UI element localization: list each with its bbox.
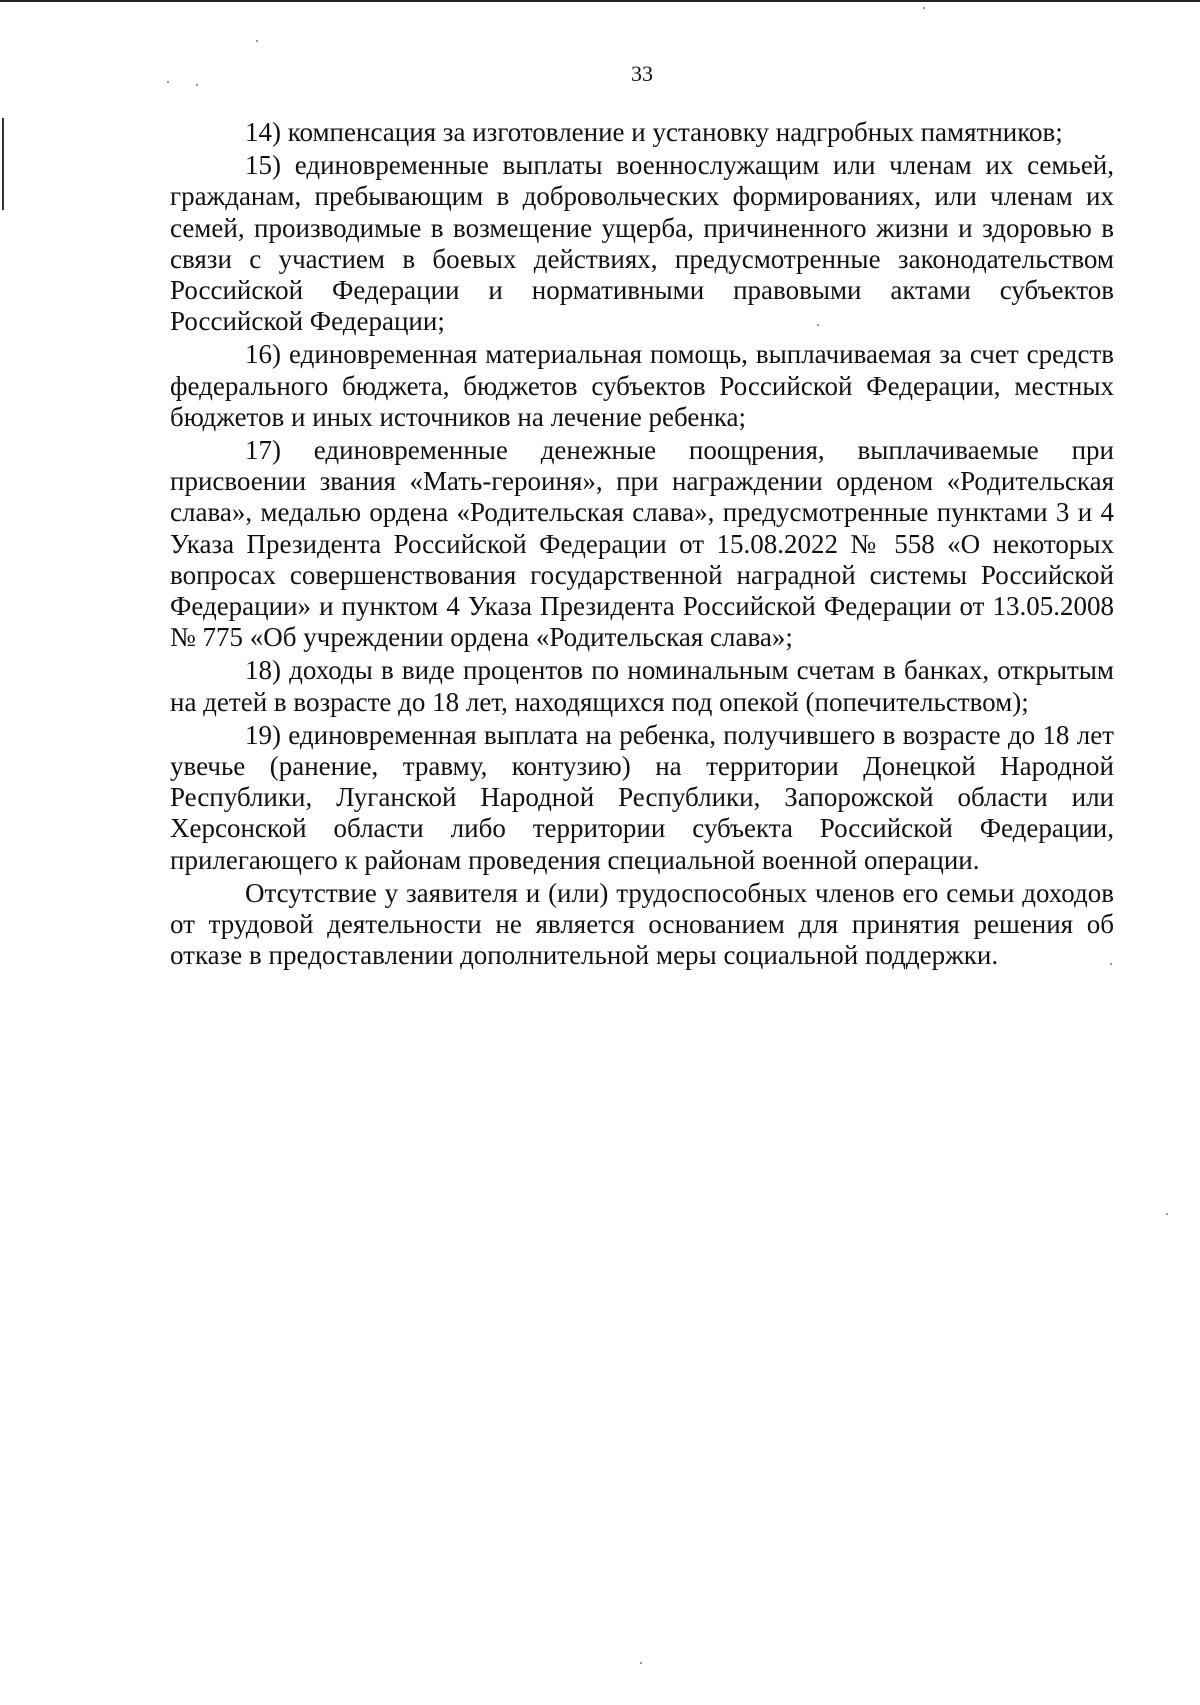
scan-margin-mark <box>2 118 4 210</box>
scan-edge-line <box>0 0 1200 2</box>
paragraph-item-17: 17) единовременные денежные поощрения, выплачиваемые при присвоении звания «Мать-героиня», при награждении орденом «Родительская слава», медалью ордена «Родительская слава», предусмотренные пунктами 3 и 4 Указа Президента Российской Федерации от 15.08.2022 № 558 «О некоторых вопросах совершенствования государственной наградной системы Российской Федерации» и пунктом 4 Указа Президента Российской Федерации от 13.05.2008 № 775 «Об учреждении ордена «Родительская слава»; <box>170 435 1114 653</box>
paragraph-item-18: 18) доходы в виде процентов по номинальным счетам в банках, открытым на детей в возрасте до 18 лет, находящихся под опекой (попечительством); <box>170 655 1114 717</box>
paragraph-item-15: 15) единовременные выплаты военнослужащим или членам их семьей, гражданам, пребывающим в добровольческих формированиях, или членам их семей, производимые в возмещение ущерба, причиненного жизни и здоровью в связи с участием в боевых действиях, предусмотренные законодательством Российской Федерации и нормативными правовыми актами субъектов Российской Федерации; <box>170 150 1114 337</box>
paragraph-item-16: 16) единовременная материальная помощь, выплачиваемая за счет средств федерального бюджета, бюджетов субъектов Российской Федерации, местных бюджетов и иных источников на лечение ребенка; <box>170 339 1114 432</box>
scan-speck <box>167 81 169 83</box>
paragraph-item-19: 19) единовременная выплата на ребенка, получившего в возрасте до 18 лет увечье (ранение, травму, контузию) на территории Донецкой Народной Республики, Луганской Народной Республики, Запорожской области или Херсонской области либо территории субъекта Российской Федерации, прилегающего к районам проведения специальной военной операции. <box>170 719 1114 875</box>
document-body <box>170 117 1114 971</box>
scan-speck <box>1110 963 1112 965</box>
scan-speck <box>196 84 198 86</box>
page-number: 33 <box>631 61 653 86</box>
paragraph-closing: Отсутствие у заявителя и (или) трудоспособных членов его семьи доходов от трудовой деятельности не является основанием для принятия решения об отказе в предоставлении дополнительной меры социальной поддержки. <box>170 877 1114 971</box>
scan-speck <box>817 324 819 326</box>
scan-speck <box>256 40 258 42</box>
scan-speck <box>640 1662 642 1664</box>
paragraph-item-14: 14) компенсация за изготовление и установку надгробных памятников; <box>245 117 1063 147</box>
scan-speck <box>1166 1213 1168 1215</box>
scan-speck <box>923 7 925 9</box>
